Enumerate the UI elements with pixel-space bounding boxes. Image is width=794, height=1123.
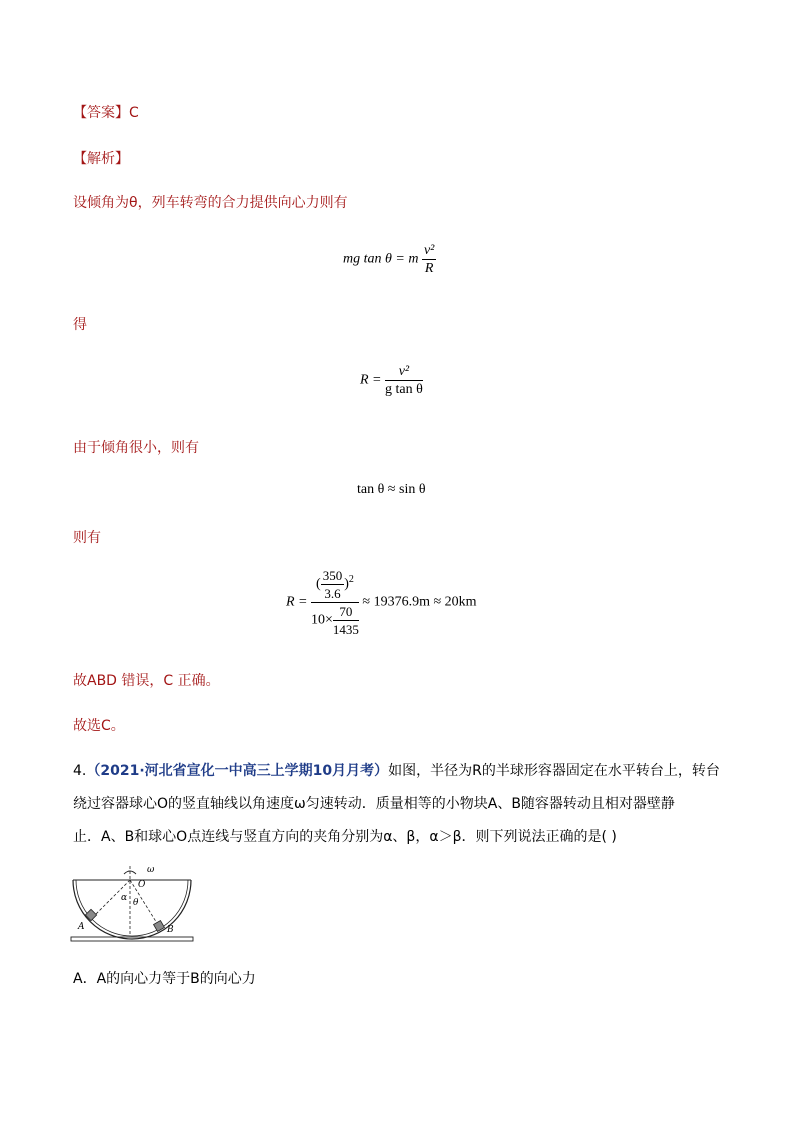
option-a: A．A的向心力等于B的向心力 (73, 971, 256, 987)
label-B: B (167, 925, 174, 935)
analysis-line-4: 则有 (73, 530, 101, 546)
question-source: （2021·河北省宣化一中高三上学期10月月考） (86, 763, 389, 779)
label-O: O (138, 880, 146, 890)
equation-4: R = ( $\frac{350}{3.6}$ )$^2$ 10× $\frac{70}{1435}$ ≈ 19376.9m ≈ 20km (286, 568, 477, 637)
eq4-den-num: 70 (333, 604, 359, 621)
hemisphere-figure (68, 862, 200, 948)
equation-3: tan θ ≈ sin θ (357, 482, 426, 497)
label-omega: ω (147, 865, 155, 875)
eq4-inner-den: 3.6 (324, 586, 341, 601)
eq4-lhs: R = (286, 594, 311, 610)
eq4-den-den: 1435 (332, 622, 359, 637)
label-A: A (78, 922, 85, 932)
eq4-rhs: ≈ 19376.9m ≈ 20km (362, 594, 477, 610)
analysis-line-3: 由于倾角很小，则有 (73, 440, 199, 456)
eq4-den-prefix: 10× (311, 612, 333, 628)
eq1-den: R (424, 261, 434, 276)
eq2-lhs: R = (360, 372, 385, 388)
eq2-num: v² (385, 364, 423, 381)
question-text-1: 如图，半径为R的半球形容器固定在水平转台上，转台 (388, 763, 720, 779)
equation-1 (343, 243, 436, 276)
equation-2 (360, 364, 423, 397)
label-beta: θ (133, 898, 139, 908)
question-number: 4. (73, 763, 87, 779)
eq1-lhs: mg tan θ = m (343, 251, 419, 267)
question-4-line-2: 绕过容器球心O的竖直轴线以角速度ω匀速转动．质量相等的小物块A、B随容器转动且相对器壁静 (73, 796, 675, 812)
analysis-line-6: 故选C。 (73, 718, 125, 734)
eq4-inner-num: 350 (322, 568, 343, 583)
question-4-line-1 (73, 760, 720, 780)
analysis-label: 【解析】 (73, 151, 129, 167)
label-alpha: α (121, 893, 128, 903)
answer-value: C (129, 105, 139, 121)
analysis-line-1: 设倾角为θ，列车转弯的合力提供向心力则有 (73, 195, 348, 211)
analysis-line-5: 故ABD 错误，C 正确。 (73, 673, 220, 689)
eq4-square: 2 (348, 574, 354, 586)
eq2-den: g tan θ (385, 382, 423, 397)
eq1-num: v² (423, 243, 435, 258)
question-4-line-3: 止．A、B和球心O点连线与竖直方向的夹角分别为α、β，α＞β．则下列说法正确的是( ) (73, 829, 617, 845)
answer-line (73, 102, 139, 122)
answer-label: 【答案】 (73, 105, 129, 121)
analysis-line-2: 得 (73, 317, 87, 333)
